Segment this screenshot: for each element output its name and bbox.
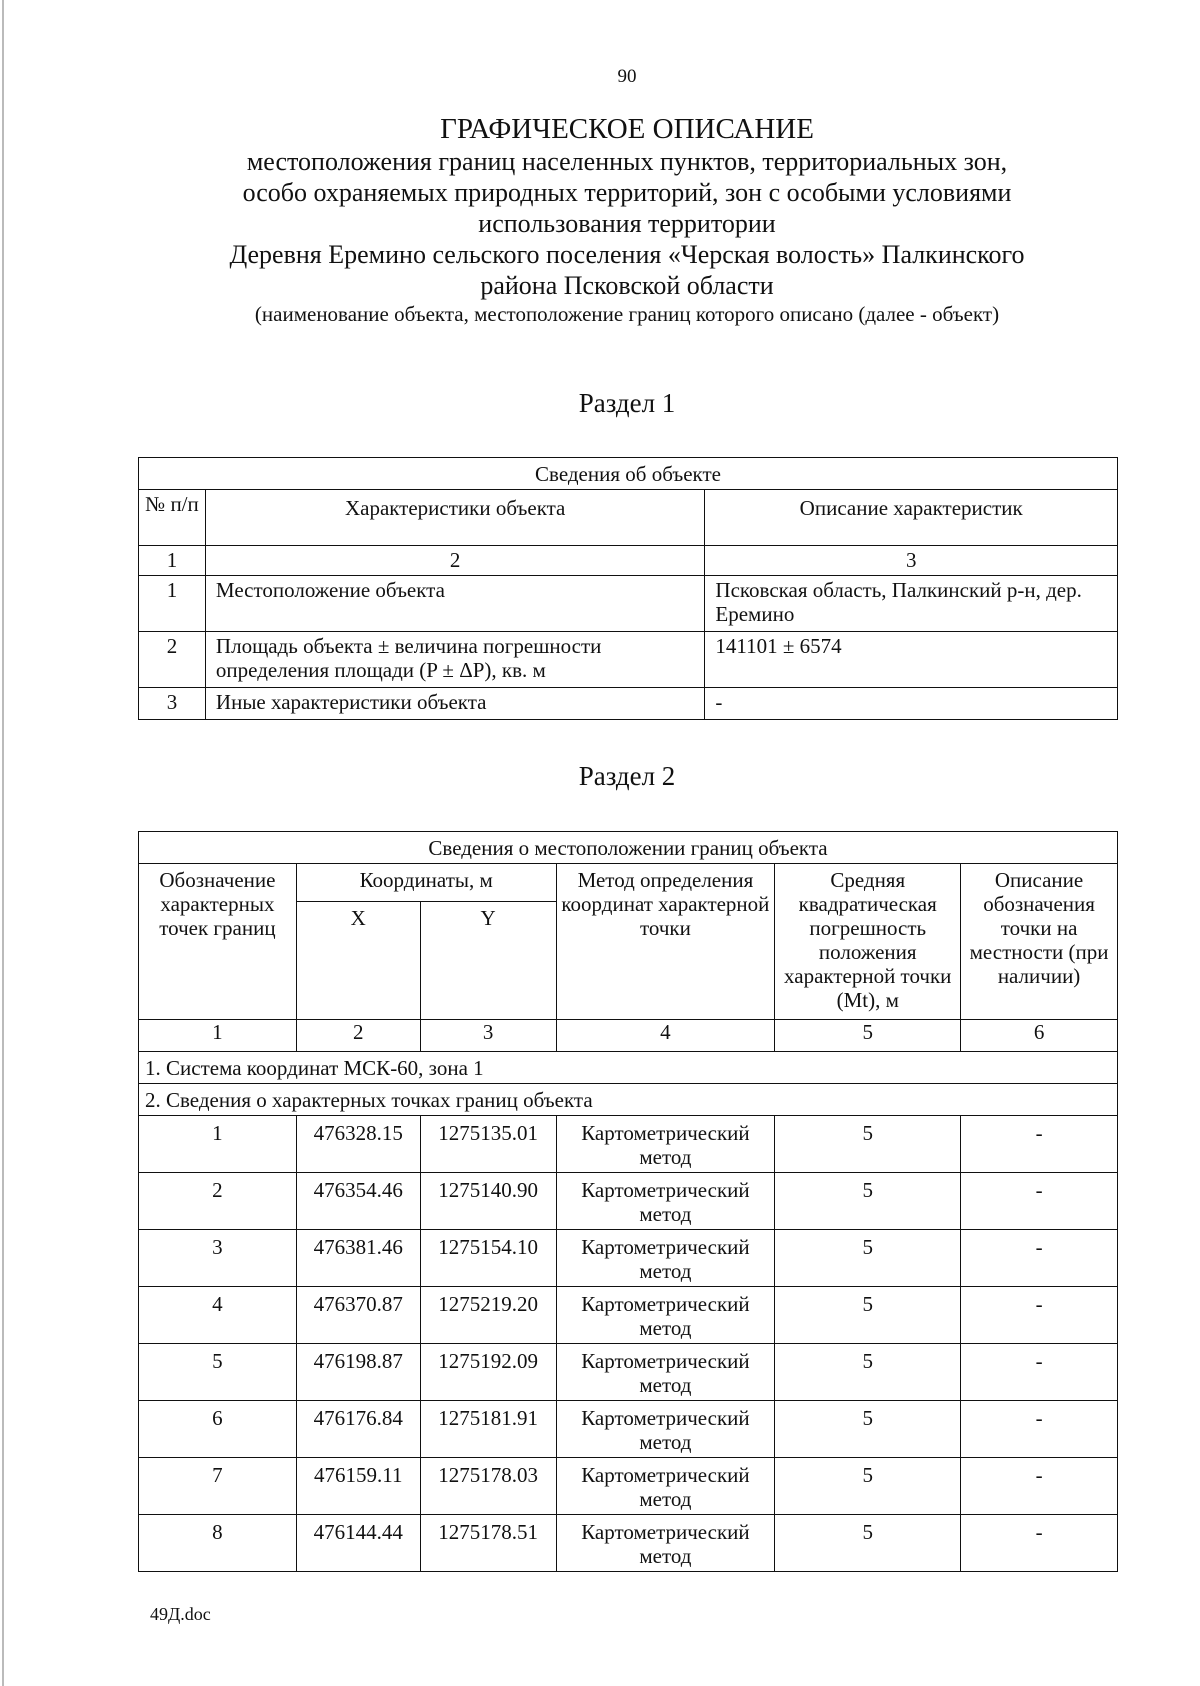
heading-line-3: использования территории xyxy=(478,209,776,238)
point-number: 1 xyxy=(139,1116,297,1173)
point-number: 8 xyxy=(139,1515,297,1572)
point-description: - xyxy=(961,1116,1118,1173)
point-method: Картометрический метод xyxy=(556,1287,775,1344)
point-error: 5 xyxy=(775,1173,961,1230)
section-2-title: Раздел 2 xyxy=(578,761,676,791)
point-method: Картометрический метод xyxy=(556,1458,775,1515)
point-y: 1275181.91 xyxy=(420,1401,556,1458)
header-description: Описание характеристик xyxy=(705,490,1118,546)
header-description: Описание обозначения точки на местности (при наличии) xyxy=(961,864,1118,1020)
header-x: X xyxy=(296,902,420,1020)
characteristic-value: Псковская область, Палкинский р-н, дер. Еремино xyxy=(705,576,1118,632)
point-method: Картометрический метод xyxy=(556,1344,775,1401)
point-method: Картометрический метод xyxy=(556,1116,775,1173)
point-description: - xyxy=(961,1230,1118,1287)
object-name-line-1: Деревня Еремино сельского поселения «Черская волость» Палкинского xyxy=(229,240,1025,269)
point-error: 5 xyxy=(775,1116,961,1173)
header-method: Метод определения координат характерной точки xyxy=(556,864,775,1020)
point-y: 1275219.20 xyxy=(420,1287,556,1344)
heading-line-1: местоположения границ населенных пунктов, территориальных зон, xyxy=(246,147,1008,176)
point-x: 476176.84 xyxy=(296,1401,420,1458)
characteristic-name: Площадь объекта ± величина погрешности определения площади (P ± ΔP), кв. м xyxy=(205,632,704,688)
column-number: 3 xyxy=(420,1020,556,1052)
column-number: 2 xyxy=(205,546,704,576)
table-row xyxy=(139,576,1118,632)
point-y: 1275192.09 xyxy=(420,1344,556,1401)
table-row xyxy=(139,1230,1118,1287)
point-description: - xyxy=(961,1344,1118,1401)
column-number: 2 xyxy=(296,1020,420,1052)
table-row xyxy=(139,688,1118,720)
header-coordinates: Координаты, м xyxy=(296,864,556,902)
characteristic-name: Иные характеристики объекта xyxy=(205,688,704,720)
coordinate-system-row: 1. Система координат МСК-60, зона 1 xyxy=(139,1052,1118,1084)
point-y: 1275178.51 xyxy=(420,1515,556,1572)
table-row xyxy=(139,632,1118,688)
table-row xyxy=(139,1173,1118,1230)
table-row xyxy=(139,1344,1118,1401)
table-title: Сведения о местоположении границ объекта xyxy=(139,832,1118,864)
point-error: 5 xyxy=(775,1515,961,1572)
boundary-points-table xyxy=(138,831,1118,1572)
point-method: Картометрический метод xyxy=(556,1173,775,1230)
point-method: Картометрический метод xyxy=(556,1401,775,1458)
points-section-row: 2. Сведения о характерных точках границ объекта xyxy=(139,1084,1118,1116)
header-y: Y xyxy=(420,902,556,1020)
table-row xyxy=(139,1458,1118,1515)
point-x: 476381.46 xyxy=(296,1230,420,1287)
point-number: 2 xyxy=(139,1173,297,1230)
point-number: 3 xyxy=(139,1230,297,1287)
column-number: 1 xyxy=(139,1020,297,1052)
section-1-title: Раздел 1 xyxy=(578,388,676,418)
characteristic-value: - xyxy=(705,688,1118,720)
header-characteristic: Характеристики объекта xyxy=(205,490,704,546)
point-number: 6 xyxy=(139,1401,297,1458)
heading-line-2: особо охраняемых природных территорий, зон с особыми условиями xyxy=(242,178,1012,207)
point-error: 5 xyxy=(775,1287,961,1344)
point-description: - xyxy=(961,1515,1118,1572)
point-description: - xyxy=(961,1458,1118,1515)
point-error: 5 xyxy=(775,1230,961,1287)
point-error: 5 xyxy=(775,1344,961,1401)
column-number: 5 xyxy=(775,1020,961,1052)
point-y: 1275178.03 xyxy=(420,1458,556,1515)
object-name-line-2: района Псковской области xyxy=(480,271,774,300)
point-description: - xyxy=(961,1401,1118,1458)
column-number: 6 xyxy=(961,1020,1118,1052)
object-info-table xyxy=(138,457,1118,720)
table-row xyxy=(139,1401,1118,1458)
header-point: Обозначение характерных точек границ xyxy=(139,864,297,1020)
header-number: № п/п xyxy=(139,490,206,546)
point-description: - xyxy=(961,1173,1118,1230)
point-y: 1275135.01 xyxy=(420,1116,556,1173)
point-error: 5 xyxy=(775,1401,961,1458)
object-note: (наименование объекта, местоположение границ которого описано (далее - объект) xyxy=(254,302,1000,326)
table-row xyxy=(139,1116,1118,1173)
footer-filename: 49Д.doc xyxy=(150,1604,211,1624)
table-title: Сведения об объекте xyxy=(139,458,1118,490)
row-number: 1 xyxy=(139,576,206,632)
table-row xyxy=(139,1287,1118,1344)
column-number: 1 xyxy=(139,546,206,576)
document-heading xyxy=(0,112,1200,327)
point-number: 7 xyxy=(139,1458,297,1515)
column-number: 3 xyxy=(705,546,1118,576)
point-method: Картометрический метод xyxy=(556,1230,775,1287)
point-x: 476370.87 xyxy=(296,1287,420,1344)
row-number: 2 xyxy=(139,632,206,688)
column-number: 4 xyxy=(556,1020,775,1052)
header-error: Средняя квадратическая погрешность положения характерной точки (Mt), м xyxy=(775,864,961,1020)
point-x: 476159.11 xyxy=(296,1458,420,1515)
point-y: 1275154.10 xyxy=(420,1230,556,1287)
point-method: Картометрический метод xyxy=(556,1515,775,1572)
point-x: 476328.15 xyxy=(296,1116,420,1173)
point-error: 5 xyxy=(775,1458,961,1515)
point-x: 476354.46 xyxy=(296,1173,420,1230)
point-description: - xyxy=(961,1287,1118,1344)
page-number: 90 xyxy=(617,66,637,87)
page-title: ГРАФИЧЕСКОЕ ОПИСАНИЕ xyxy=(440,113,814,145)
point-number: 5 xyxy=(139,1344,297,1401)
point-x: 476198.87 xyxy=(296,1344,420,1401)
point-number: 4 xyxy=(139,1287,297,1344)
point-x: 476144.44 xyxy=(296,1515,420,1572)
characteristic-value: 141101 ± 6574 xyxy=(705,632,1118,688)
characteristic-name: Местоположение объекта xyxy=(205,576,704,632)
row-number: 3 xyxy=(139,688,206,720)
table-row xyxy=(139,1515,1118,1572)
point-y: 1275140.90 xyxy=(420,1173,556,1230)
